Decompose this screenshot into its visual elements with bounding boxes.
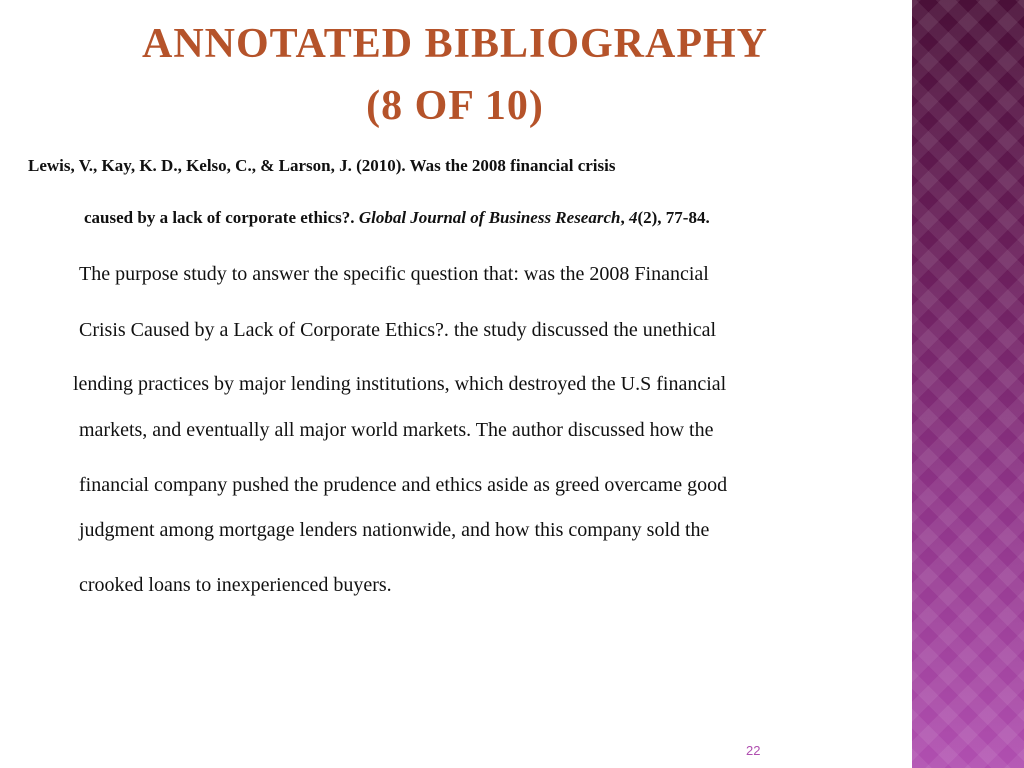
slide-title-line-1: ANNOTATED BIBLIOGRAPHY [141,21,769,67]
summary-line: markets, and eventually all major world markets. The author discussed how the [79,419,714,441]
summary-line: lending practices by major lending institutions, which destroyed the U.S financial [73,373,727,395]
summary-line: judgment among mortgage lenders nationwide, and how this company sold the [79,519,710,541]
summary-line: The purpose study to answer the specific question that: was the 2008 Financial [79,263,709,285]
citation-period: . [705,208,710,227]
slide-title-line-2: (8 OF 10) [366,83,544,129]
citation-comma: , [620,208,629,227]
citation-line-1: Lewis, V., Kay, K. D., Kelso, C., & Larson, J. (2010). Was the 2008 financial crisis [28,156,616,175]
citation-title-end: caused by a lack of corporate ethics?. [84,208,359,227]
citation-volume: 4 [628,208,638,227]
summary-line: crooked loans to inexperienced buyers. [79,574,392,596]
summary-line: financial company pushed the prudence and ethics aside as greed overcame good [79,474,728,496]
decorative-side-band [912,0,1024,768]
citation-journal: Global Journal of Business Research [358,208,621,227]
citation-issue-pages: (2), 77-84 [637,208,706,227]
page-number: 22 [746,743,761,758]
citation-line-2 [84,207,710,229]
summary-line: Crisis Caused by a Lack of Corporate Ethics?. the study discussed the unethical [79,319,717,341]
